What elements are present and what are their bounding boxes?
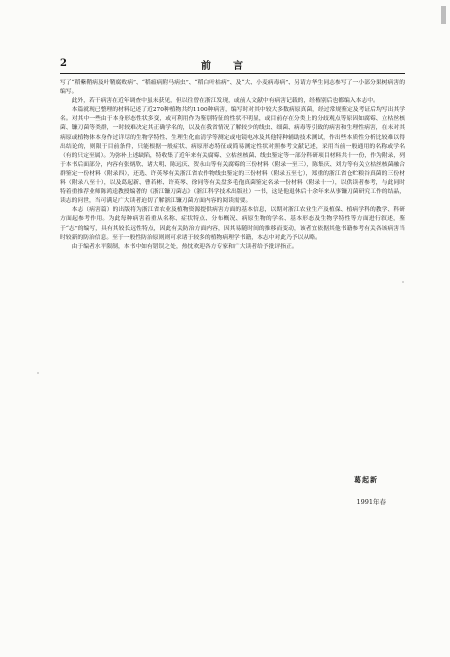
- paragraph-2: 此外，若干病害在近年调查中虽未获见，但以往曾在浙江发现，或前人文献中有病害记载的，经権别后也都编入本志中。: [71, 98, 379, 105]
- scan-edge-mark: [441, 6, 446, 24]
- header-rule: [60, 73, 405, 74]
- running-head-title: 前 言: [201, 61, 249, 72]
- scan-speck: [402, 281, 404, 283]
- paragraph-5: 由于编者水平限制，本书中如有错误之处，热忱欢迎各方专家和广大读者给予批评指正。: [71, 243, 298, 250]
- scan-speck: [37, 372, 39, 374]
- page-number: 2: [60, 58, 67, 69]
- paragraph-4: 本志（病害篇）的出版将为浙江省农业及植物资源提供病害方面的基本信息，以期对浙江农业生产及植保、植病学科的教学、科研方面起参考作用。为此每种病害着重从名称、症状特点、分布概况、病原生物的学名、基本形态及生物学特性等方面进行叙述，鉴于“志”的编写，具有其较长远性特点，因此有关防治方面内容，因其易随时间的推移而变动，该者宜依据其他书籍参考有关各该病害当时较新的防治信息。至于一般性防治原则则可求诸于较多的植物病理学书籍，本志中对此乃予以从略。: [60, 207, 405, 241]
- signature-date: 1991年春: [356, 498, 386, 506]
- paragraph-3: 本篇就现已整理的材料记述了近270种植物共约1100种病害，编写时对其中较大多数病原真菌，经过常规鉴定及考证后均写出其学名。对其中一些由于本身形态性状多变，或可利用作为鉴别特征的性状不明显，或目前存在分类上的分歧观点等原因如腐霉、立枯丝核菌、镰刀菌等类群，一时较难决定其正确学名的，以及在我省情况了解较少的线虫、细菌、病毒等引致的病害和生理性病害，在未对其病原或植物体本身作过详尽的生物学特性、生理生化血清学等测定或电镜电冰及其他特种辅助技术测试，作出些本质性分析比较难以得出结论的，则限于目前条件，只能根据一般症状、病原形态特征或简易测定性状对照参考文献记述，采用当前一般通用的名称或学名（有的只定至属）。为弥补上述缺陷，特收集了近年来有关腐霉、立枯丝核菌、线虫鉴定等一部分科研项目材料共十一份，作为附录，列于本书后面部分，内容有张炳欣、诸大明、陈远庆、贺永山等有关腐霉的三份材料（附录一至三），陈集庆、刘力等有关立枯丝核菌融合群鉴定一份材料（附录四），还选、许英琴有关浙江省农作物线虫鉴定的三份材料（附录五至七），郑重的浙江省仓贮粮谷真菌的三份材料（附录八至十），以及葛起新、曹若彬、许英琴、徐同等有关盘多毛孢真菌鉴定名录一份材料（附录十一），以供读者参考，与此同时特着重推荐业师陈鸿逵教授编著的《浙江镰刀菌志》（浙江科学技术出版社）一书，这是他退休后十余年来从事镰刀菌研究工作的结晶，读志的问世，当可满足广大读者迫切了解浙江镰刀菌方面内容的阅读需要。: [60, 107, 405, 205]
- preface-body: [60, 79, 405, 252]
- author-signature: 葛起新: [354, 475, 378, 484]
- paragraph-1: 写了“稻紫鞘病及叶鞘腐败病”、“稻瘟病附马病虫”、“稻白叶枯病”、及“大、小麦病毒病”、另请方华生同志参写了一小部分果树病害的编写。: [60, 80, 405, 96]
